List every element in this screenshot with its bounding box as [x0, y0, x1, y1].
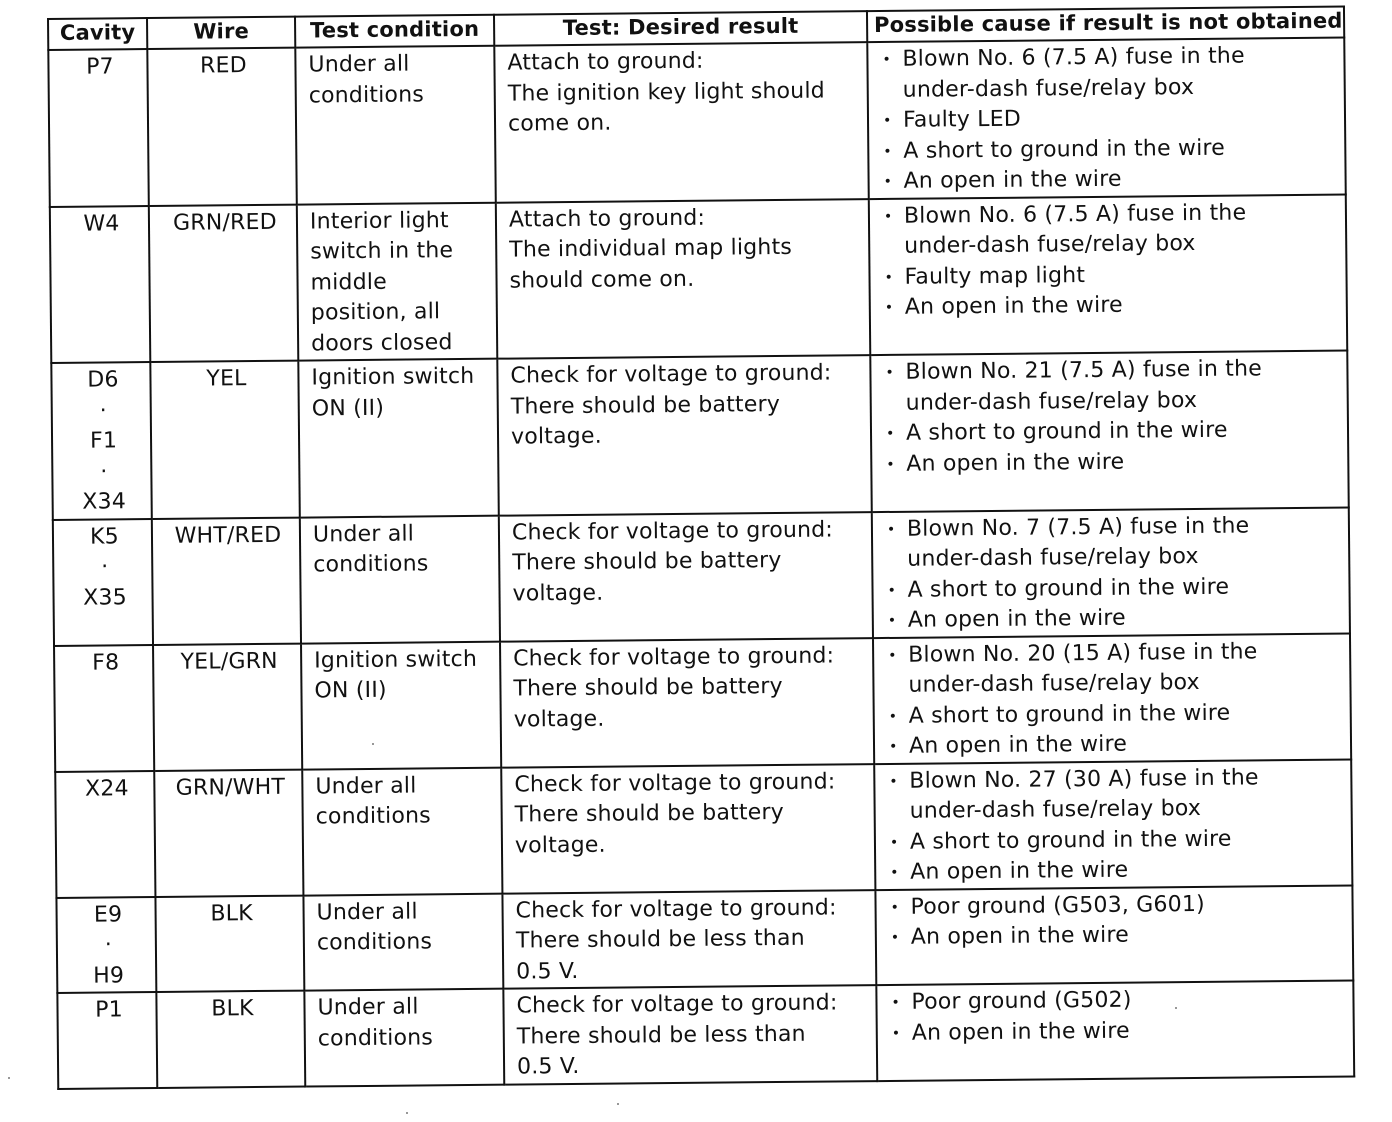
cause-item	[882, 197, 1338, 262]
cavity-line: F8	[92, 649, 120, 676]
cause-line: • An open in the wire	[903, 166, 1122, 194]
table-row	[48, 38, 1345, 207]
result-cell	[499, 512, 873, 642]
table-row	[53, 507, 1350, 645]
result-line: Check for voltage to ground:	[511, 516, 834, 546]
wire-cell: GRN/WHT	[154, 769, 303, 896]
causes-list	[886, 636, 1342, 762]
cause-line: • Poor ground (G503, G601)	[910, 891, 1205, 920]
cavity-cell	[55, 771, 155, 898]
result-line: There should be battery	[514, 799, 785, 828]
cause-line: • Blown No. 27 (30 A) fuse in the	[909, 764, 1259, 794]
condition-cell	[297, 202, 497, 360]
causes-cell	[869, 194, 1347, 355]
table-row	[56, 885, 1353, 993]
cause-line: • Faulty LED	[902, 106, 1022, 133]
cavity-cell	[54, 645, 154, 772]
cause-item	[885, 510, 1341, 575]
table-row	[50, 194, 1347, 363]
result-cell	[501, 764, 875, 894]
table-row	[51, 351, 1348, 520]
cause-line: • Poor ground (G502)	[911, 987, 1132, 1015]
wire-cell: YEL/GRN	[153, 643, 302, 770]
result-cell	[496, 199, 870, 359]
result-line: voltage.	[513, 706, 605, 733]
result-line: There should be less than	[516, 1021, 806, 1050]
condition-line: Under all	[308, 51, 410, 78]
cause-item	[888, 823, 1343, 858]
cause-line: • A short to ground in the wire	[908, 700, 1231, 729]
header-possible-cause: Possible cause if result is not obtained	[867, 7, 1344, 43]
scan-speck	[406, 1112, 408, 1114]
condition-line: Ignition switch	[311, 363, 475, 391]
condition-line: doors closed	[311, 329, 453, 356]
cavity-line: K5	[89, 523, 120, 550]
cause-item	[886, 602, 1341, 637]
cause-item	[881, 102, 1336, 137]
table-row	[55, 759, 1352, 897]
cavity-line: ·	[104, 932, 113, 958]
result-cell	[503, 985, 877, 1084]
result-line: There should be battery	[513, 673, 783, 702]
condition-line: switch in the	[310, 238, 454, 265]
cavity-line: P1	[95, 997, 123, 1023]
scan-speck	[8, 1077, 10, 1079]
cause-line: • Blown No. 20 (15 A) fuse in the	[908, 638, 1258, 668]
table-row	[54, 633, 1351, 771]
cause-line: • An open in the wire	[906, 449, 1125, 477]
causes-cell	[873, 633, 1351, 764]
cause-item	[884, 415, 1339, 450]
cause-line: • Blown No. 6 (7.5 A) fuse in the	[902, 43, 1245, 72]
cavity-cell	[50, 206, 150, 363]
cavity-line: X35	[83, 584, 128, 611]
cavity-line: ·	[100, 458, 108, 485]
condition-line: Under all	[312, 521, 415, 547]
causes-list	[883, 354, 1339, 480]
cause-line: under-dash fuse/relay box	[904, 230, 1196, 259]
result-cell	[497, 355, 871, 515]
condition-line: ON (II)	[311, 395, 385, 421]
cavity-cell	[53, 519, 153, 646]
condition-cell	[295, 46, 495, 204]
scan-speck	[372, 743, 374, 745]
result-line: Check for voltage to ground:	[510, 360, 832, 389]
cause-line: • Blown No. 21 (7.5 A) fuse in the	[905, 356, 1263, 385]
causes-list	[885, 510, 1341, 636]
cause-item	[886, 636, 1342, 701]
cause-item	[887, 762, 1343, 827]
result-cell	[500, 638, 874, 768]
cause-item	[890, 1014, 1345, 1049]
causes-cell	[875, 885, 1353, 985]
condition-line: Ignition switch	[314, 646, 478, 673]
condition-line: conditions	[313, 551, 429, 578]
wire-cell: GRN/RED	[149, 204, 298, 362]
cause-line: • An open in the wire	[911, 1018, 1130, 1046]
causes-cell	[872, 507, 1350, 638]
condition-line: conditions	[308, 81, 425, 108]
cause-item	[883, 289, 1338, 324]
cavity-line: H9	[93, 962, 125, 989]
wire-cell: BLK	[156, 991, 305, 1088]
header-test-condition: Test condition	[295, 15, 494, 48]
cavity-line: W4	[83, 210, 120, 237]
cause-item	[888, 888, 1343, 923]
cause-item	[889, 919, 1344, 954]
condition-cell	[300, 515, 500, 643]
cavity-line: ·	[101, 554, 109, 580]
condition-line: conditions	[315, 803, 431, 830]
cause-line: • A short to ground in the wire	[907, 574, 1230, 603]
result-line: voltage.	[510, 423, 602, 450]
scan-speck	[617, 1103, 619, 1105]
result-line: voltage.	[512, 580, 604, 607]
wire-cell: WHT/RED	[152, 517, 301, 644]
scan-speck	[1175, 1007, 1177, 1009]
condition-line: ON (II)	[314, 677, 387, 704]
result-line: There should be battery	[512, 547, 782, 576]
result-line: There should be less than	[515, 925, 805, 954]
condition-cell	[304, 989, 504, 1086]
cavity-line: P7	[86, 54, 114, 80]
condition-cell	[298, 359, 498, 517]
cavity-line: X24	[84, 775, 129, 802]
cause-line: • A short to ground in the wire	[903, 135, 1226, 164]
cause-line: • Blown No. 7 (7.5 A) fuse in the	[906, 512, 1250, 542]
cause-line: under-dash fuse/relay box	[909, 795, 1202, 824]
header-wire: Wire	[147, 17, 295, 49]
result-line: come on.	[507, 110, 612, 137]
header-desired-result: Test: Desired result	[494, 11, 867, 46]
cavity-line: ·	[99, 397, 107, 424]
result-line: Check for voltage to ground:	[513, 642, 835, 672]
cause-line: under-dash fuse/relay box	[902, 74, 1195, 103]
cause-line: under-dash fuse/relay box	[908, 669, 1200, 698]
cause-item	[881, 163, 1336, 198]
causes-list	[889, 984, 1345, 1049]
condition-line: Interior light	[309, 207, 449, 234]
result-line: voltage.	[514, 832, 606, 859]
header-cavity: Cavity	[48, 18, 147, 50]
result-line: should come on.	[509, 266, 695, 294]
causes-list	[888, 888, 1344, 953]
cavity-line: X34	[82, 489, 127, 515]
cause-line: • An open in the wire	[910, 857, 1129, 885]
cavity-cell	[56, 896, 156, 992]
result-line: Check for voltage to ground:	[515, 894, 837, 924]
causes-cell	[870, 351, 1348, 512]
wire-cell: YEL	[150, 361, 299, 519]
result-line: The individual map lights	[509, 234, 793, 263]
result-line: There should be battery	[510, 391, 781, 420]
cavity-cell	[51, 362, 151, 519]
cause-line: under-dash fuse/relay box	[905, 387, 1198, 416]
cause-line: • An open in the wire	[908, 731, 1128, 759]
wire-cell: BLK	[155, 895, 304, 992]
cavity-cell	[57, 992, 157, 1088]
result-line: Check for voltage to ground:	[514, 768, 836, 798]
table-row	[57, 981, 1354, 1089]
condition-cell	[301, 641, 501, 769]
causes-list	[880, 41, 1336, 198]
result-line: Check for voltage to ground:	[516, 990, 838, 1019]
result-line: 0.5 V.	[516, 1053, 580, 1080]
result-line: 0.5 V.	[516, 958, 579, 985]
condition-line: Under all	[315, 772, 417, 799]
cause-line: • Faulty map light	[904, 262, 1086, 290]
cause-item	[884, 445, 1339, 480]
causes-cell	[876, 981, 1354, 1081]
cause-line: under-dash fuse/relay box	[907, 543, 1199, 572]
cause-line: • A short to ground in the wire	[905, 417, 1228, 446]
causes-list	[882, 197, 1338, 323]
result-cell	[494, 42, 868, 202]
condition-line: conditions	[316, 929, 433, 956]
causes-list	[887, 762, 1343, 888]
cause-line: • Blown No. 6 (7.5 A) fuse in the	[903, 199, 1247, 229]
cause-item	[881, 132, 1336, 167]
cause-line: • An open in the wire	[907, 605, 1126, 633]
cavity-line: D6	[87, 367, 119, 393]
cause-item	[885, 571, 1340, 606]
result-cell	[502, 890, 876, 989]
cause-line: • An open in the wire	[904, 292, 1123, 320]
result-line: The ignition key light should	[507, 78, 825, 107]
cause-item	[883, 354, 1339, 419]
cause-line: • An open in the wire	[910, 922, 1130, 950]
condition-line: conditions	[317, 1024, 434, 1051]
condition-line: middle	[310, 269, 387, 295]
cause-item	[880, 41, 1336, 106]
result-line: Attach to ground:	[508, 205, 706, 233]
table-body	[48, 38, 1354, 1089]
cavity-line: F1	[89, 428, 118, 454]
condition-line: Under all	[317, 994, 419, 1021]
result-line: Attach to ground:	[507, 48, 704, 76]
cause-item	[888, 854, 1343, 889]
condition-line: position, all	[310, 299, 441, 326]
cavity-cell	[48, 49, 148, 206]
causes-cell	[867, 38, 1345, 199]
causes-cell	[874, 759, 1352, 890]
troubleshooting-table	[47, 6, 1355, 1090]
condition-line: Under all	[316, 898, 418, 925]
cause-item	[887, 728, 1342, 763]
condition-cell	[303, 893, 503, 990]
cause-line: • A short to ground in the wire	[909, 826, 1232, 855]
cavity-line: E9	[93, 901, 123, 928]
cause-item	[887, 697, 1342, 732]
wire-cell: RED	[147, 48, 296, 206]
cause-item	[889, 984, 1344, 1019]
cause-item	[882, 258, 1337, 293]
condition-cell	[302, 767, 502, 895]
